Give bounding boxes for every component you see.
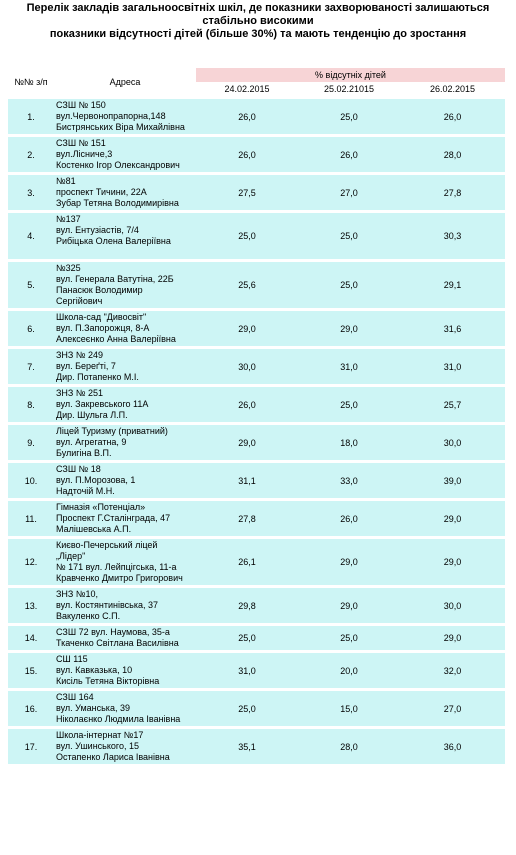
address-line: СЗШ № 150	[56, 100, 106, 110]
address-line: Проспект Г.Сталінграда, 47	[56, 513, 171, 523]
table-row	[8, 424, 505, 462]
school-address-cell	[54, 625, 196, 652]
title-line-2: стабільно високими	[202, 15, 314, 27]
absence-percent-1: 26,1	[196, 538, 298, 587]
address-line: №137	[56, 214, 81, 224]
address-line: вул. П.Запорожця, 8-А	[56, 323, 150, 333]
title-line-1: Перелік закладів загальноосвітніх шкіл, де показники захворюваності залишаються	[26, 2, 490, 14]
absence-percent-2: 25,0	[298, 386, 400, 424]
address-line: ЗНЗ №10,	[56, 589, 99, 599]
column-header-date-3: 26.02.2015	[429, 83, 476, 94]
absence-percent-2: 28,0	[298, 728, 400, 766]
address-line: вул.Червонопрапорна,148	[56, 111, 166, 121]
absence-percent-3: 31,0	[400, 348, 505, 386]
school-address-cell	[54, 424, 196, 462]
page-title	[0, 2, 516, 41]
school-address-cell	[54, 587, 196, 625]
address-line: вул. Ентузіастів, 7/4	[56, 225, 139, 235]
absence-percent-1: 31,1	[196, 462, 298, 500]
address-line: Рибіцька Олена Валеріївна	[56, 236, 171, 246]
absence-percent-2: 15,0	[298, 690, 400, 728]
absence-percent-3: 36,0	[400, 728, 505, 766]
absence-percent-1: 26,0	[196, 136, 298, 174]
address-line: СЗШ № 151	[56, 138, 106, 148]
column-header-number: №№ з/п	[14, 76, 48, 87]
absence-percent-2: 18,0	[298, 424, 400, 462]
table-row	[8, 690, 505, 728]
table-row	[8, 261, 505, 310]
address-line: Школа-сад "Дивосвіт"	[56, 312, 147, 322]
row-number: 10.	[8, 462, 54, 500]
row-number: 14.	[8, 625, 54, 652]
school-address-cell	[54, 310, 196, 348]
absence-percent-3: 28,0	[400, 136, 505, 174]
row-number: 8.	[8, 386, 54, 424]
absence-percent-3: 29,0	[400, 625, 505, 652]
absence-percent-2: 29,0	[298, 310, 400, 348]
absence-percent-2: 27,0	[298, 174, 400, 212]
absence-percent-1: 30,0	[196, 348, 298, 386]
school-address-cell	[54, 728, 196, 766]
column-group-absent-children: % відсутніх дітей	[196, 68, 505, 82]
address-line: Алексеєнко Анна Валеріївна	[56, 334, 176, 344]
address-line: Кисіль Тетяна Вікторівна	[56, 676, 160, 686]
school-address-cell	[54, 212, 196, 261]
address-line: Ніколаєнко Людмила Іванівна	[56, 714, 181, 724]
address-line: Києво-Печерський ліцей	[56, 540, 158, 550]
school-address-cell	[54, 538, 196, 587]
absence-percent-3: 39,0	[400, 462, 505, 500]
address-line: №325	[56, 263, 81, 273]
absence-percent-1: 25,6	[196, 261, 298, 310]
row-number: 2.	[8, 136, 54, 174]
address-line: Вакуленко С.П.	[56, 611, 121, 621]
school-address-cell	[54, 99, 196, 136]
absence-percent-2: 25,0	[298, 625, 400, 652]
table-row	[8, 728, 505, 766]
row-number: 9.	[8, 424, 54, 462]
column-header-date-2: 25.02.21015	[323, 83, 375, 94]
address-line: вул. Ушинського, 15	[56, 741, 140, 751]
absence-percent-3: 29,0	[400, 500, 505, 538]
address-line: Зубар Тетяна Володимирівна	[56, 198, 179, 208]
school-address-cell	[54, 500, 196, 538]
absence-percent-1: 31,0	[196, 652, 298, 690]
address-line: вул. П.Морозова, 1	[56, 475, 136, 485]
absence-percent-1: 27,8	[196, 500, 298, 538]
address-line: проспект Тичини, 22А	[56, 187, 147, 197]
absence-percent-1: 29,0	[196, 424, 298, 462]
schools-table	[8, 68, 505, 767]
address-line: № 171 вул. Лейпцігська, 11-а	[56, 562, 177, 572]
address-line: ЗНЗ № 251	[56, 388, 104, 398]
address-line: №81	[56, 176, 76, 186]
absence-percent-1: 25,0	[196, 625, 298, 652]
absence-percent-2: 26,0	[298, 136, 400, 174]
school-address-cell	[54, 174, 196, 212]
table-row	[8, 652, 505, 690]
absence-percent-1: 26,0	[196, 386, 298, 424]
address-line	[56, 247, 196, 258]
table-row	[8, 348, 505, 386]
table-row	[8, 625, 505, 652]
table-row	[8, 500, 505, 538]
row-number: 17.	[8, 728, 54, 766]
absence-percent-1: 27,5	[196, 174, 298, 212]
row-number: 4.	[8, 212, 54, 261]
table-row	[8, 462, 505, 500]
absence-percent-3: 25,7	[400, 386, 505, 424]
absence-percent-2: 25,0	[298, 212, 400, 261]
school-address-cell	[54, 136, 196, 174]
address-line: Костенко Ігор Олександрович	[56, 160, 180, 170]
absence-percent-2: 20,0	[298, 652, 400, 690]
absence-percent-1: 25,0	[196, 690, 298, 728]
school-address-cell	[54, 462, 196, 500]
absence-percent-2: 25,0	[298, 99, 400, 136]
address-line: вул. Закревського 11А	[56, 399, 149, 409]
address-line: „Лідер"	[56, 551, 86, 561]
row-number: 7.	[8, 348, 54, 386]
row-number: 13.	[8, 587, 54, 625]
address-line: вул. Береґті, 7	[56, 361, 116, 371]
address-line: СШ 115	[56, 654, 88, 664]
address-line: СЗШ 72 вул. Наумова, 35-а	[56, 627, 170, 637]
address-line: СЗШ 164	[56, 692, 94, 702]
address-line: Кравченко Дмитро Григорович	[56, 573, 183, 583]
school-address-cell	[54, 652, 196, 690]
row-number: 1.	[8, 99, 54, 136]
address-line: Панасюк Володимир	[56, 285, 143, 295]
table-row	[8, 136, 505, 174]
absence-percent-3: 30,3	[400, 212, 505, 261]
address-line: вул. Агрегатна, 9	[56, 437, 127, 447]
address-line: ЗНЗ № 249	[56, 350, 104, 360]
address-line: вул. Уманська, 39	[56, 703, 130, 713]
row-number: 16.	[8, 690, 54, 728]
absence-percent-1: 25,0	[196, 212, 298, 261]
title-line-3: показники відсутності дітей (більше 30%) та мають тенденцію до зростання	[49, 28, 467, 40]
school-address-cell	[54, 690, 196, 728]
address-line: Дир. Потапенко М.І.	[56, 372, 139, 382]
absence-percent-2: 31,0	[298, 348, 400, 386]
column-header-date-1: 24.02.2015	[224, 83, 270, 94]
absence-percent-3: 26,0	[400, 99, 505, 136]
absence-percent-1: 26,0	[196, 99, 298, 136]
row-number: 15.	[8, 652, 54, 690]
table-row	[8, 212, 505, 261]
address-line: Малішевська А.П.	[56, 524, 132, 534]
table-row	[8, 310, 505, 348]
address-line: Ткаченко Світлана Василівна	[56, 638, 179, 648]
table-row	[8, 538, 505, 587]
school-address-cell	[54, 386, 196, 424]
absence-percent-3: 29,1	[400, 261, 505, 310]
school-address-cell	[54, 261, 196, 310]
absence-percent-2: 29,0	[298, 538, 400, 587]
address-line: вул. Костянтинівська, 37	[56, 600, 158, 610]
absence-percent-3: 27,0	[400, 690, 505, 728]
absence-percent-3: 30,0	[400, 587, 505, 625]
address-line: Гімназія «Потенціал»	[56, 502, 146, 512]
absence-percent-1: 35,1	[196, 728, 298, 766]
address-line: СЗШ № 18	[56, 464, 101, 474]
absence-percent-3: 30,0	[400, 424, 505, 462]
absence-percent-2: 26,0	[298, 500, 400, 538]
address-line: Школа-інтернат №17	[56, 730, 144, 740]
absence-percent-3: 29,0	[400, 538, 505, 587]
row-number: 11.	[8, 500, 54, 538]
absence-percent-2: 29,0	[298, 587, 400, 625]
row-number: 6.	[8, 310, 54, 348]
table-row	[8, 386, 505, 424]
absence-percent-3: 32,0	[400, 652, 505, 690]
absence-percent-3: 27,8	[400, 174, 505, 212]
absence-percent-2: 33,0	[298, 462, 400, 500]
address-line: Бистрянських Віра Михайлівна	[56, 122, 185, 132]
absence-percent-3: 31,6	[400, 310, 505, 348]
row-number: 5.	[8, 261, 54, 310]
column-header-address: Адреса	[109, 76, 141, 87]
table-row	[8, 174, 505, 212]
absence-percent-2: 25,0	[298, 261, 400, 310]
address-line: вул. Кавказька, 10	[56, 665, 133, 675]
address-line: Надточій М.Н.	[56, 486, 115, 496]
absence-percent-1: 29,8	[196, 587, 298, 625]
address-line: Дир. Шульга Л.П.	[56, 410, 128, 420]
absence-percent-1: 29,0	[196, 310, 298, 348]
table-row	[8, 587, 505, 625]
address-line: Сергійович	[56, 296, 103, 306]
row-number: 12.	[8, 538, 54, 587]
address-line: Ліцей Туризму (приватний)	[56, 426, 168, 436]
address-line: Остапенко Лариса Іванівна	[56, 752, 170, 762]
address-line: вул.Лісниче,3	[56, 149, 113, 159]
school-address-cell	[54, 348, 196, 386]
row-number: 3.	[8, 174, 54, 212]
table-row	[8, 99, 505, 136]
address-line: вул. Генерала Ватутіна, 22Б	[56, 274, 174, 284]
address-line: Булигіна В.П.	[56, 448, 112, 458]
